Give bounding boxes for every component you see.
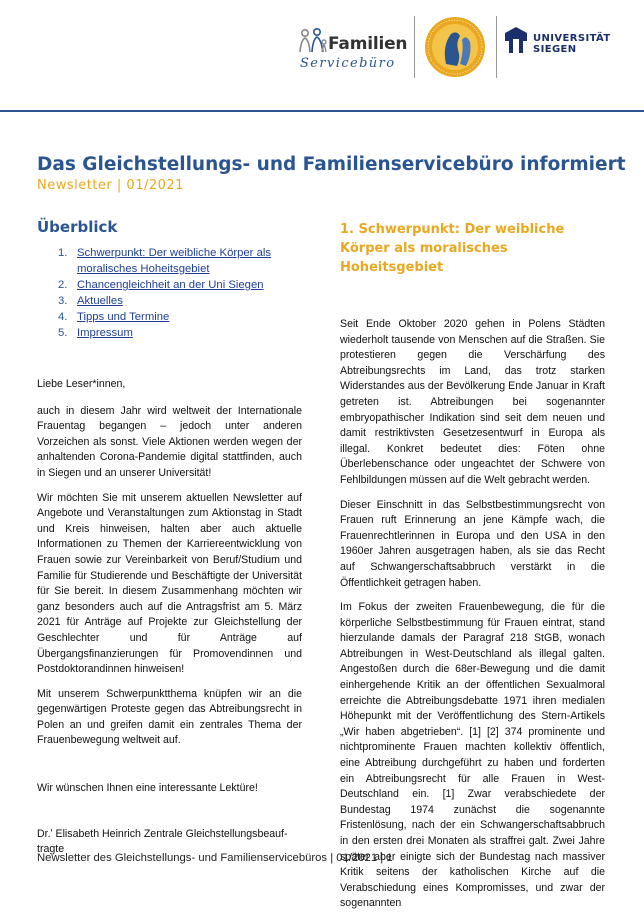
toc-item: 3. Aktuelles (58, 295, 123, 307)
toc-link-tipps-termine[interactable]: Tipps und Termine (77, 311, 170, 323)
focus-paragraph: Seit Ende Oktober 2020 gehen in Polens Städten wiederholt tausende von Menschen auf die Straßen. Sie protestieren gegen die Verschärfung des Abtreibungsrechts im Land, das trotz starken Widerstandes aus der Bevölkerung Ende Januar in Kraft getreten ist. Abtreibungen bei sogenannter embryopathischer Indikation sind seit dem neuen und damit restriktivsten Gesetzesentwurf in Europa als illegal. Konkret bedeutet dies: Föten ohne Überlebenschance oder ungeachtet der Schwere von Fehlbildungen müssen auf die Welt gebracht werden. (340, 318, 605, 486)
logo-word-servicebuero: Servicebüro (300, 56, 396, 71)
letter-greeting: Liebe Leser*innen, (37, 378, 126, 390)
gleichstellungsbuero-seal-icon (424, 16, 486, 78)
toc-link-aktuelles[interactable]: Aktuelles (77, 295, 123, 307)
familien-servicebuero-logo (298, 26, 410, 76)
logo-divider (496, 16, 497, 78)
logo-word-familien: Familien (328, 34, 408, 54)
letter-paragraph: Wir möchten Sie mit unserem aktuellen Newsletter auf Angebote und Veranstaltungen zum Aktionstag in Stadt und Kreis hinweisen, halten aber auch aktuelle Informationen zu Themen der Karriereentwicklung von Frauen sowie zur Vereinbarkeit von Beruf/Studium und Familie für Studierende und Beschäftigte der Universität für Sie bereit. In diesem Zusammenhang möchten wir ganz besonders auch auf die Antragsfrist am 5. März 2021 für Anträge auf Projekte zur Gleichstellung der Geschlechter und für Anträge auf Übergangsfinanzierungen für Promovendinnen und Postdoktorandinnen hinweisen! (37, 491, 302, 676)
page-header (0, 0, 644, 112)
overview-heading: Überblick (37, 218, 118, 236)
toc-link-chancengleichheit[interactable]: Chancengleichheit an der Uni Siegen (77, 279, 264, 291)
focus-heading: 1. Schwerpunkt: Der weibliche Körper als moralisches Hoheitsgebiet (340, 222, 565, 275)
page-title: Das Gleichstellungs- und Familienservicebüro informiert (37, 154, 626, 175)
focus-paragraph: Im Fokus der zweiten Frauenbewegung, die für die körperliche Selbstbestimmung für Frauen eintrat, stand hierzulande damals der Paragraf 218 StGB, wonach Abtreibungen in West-Deutschland als illegal galten. Angestoßen durch die 68er-Bewegung und die damit einhergehende Kritik an der öffentlichen Sexualmoral erreichte die Abtreibungsdebatte 1971 ihren medialen Höhepunkt mit der Veröffentlichung des Stern-Artikels „Wir haben abgetrieben“. [1] [2] 374 prominente und nichtprominente Frauen machten kollektiv öffentlich, eine Abtreibung durchgeführt zu haben und forderten ein Abtreibungsrecht für alle Frauen in West-Deutschland ein. [1] Zwar verabschiedete der Bundestag 1974 zunächst die sogenannte Fristenlösung, nach der ein Schwangerschaftsabbruch in den ersten drei Monaten als straffrei galt. Zwei Jahre später aber einigte sich der Bundestag nach massiver Kritik seitens der katholischen Kirche auf die Verabschiedung eines Kompromisses, und zwar der sogenannten (340, 601, 605, 910)
page-footer: Newsletter des Gleichstellungs- und Familienservicebüros | 01/2021 | 1 (37, 852, 393, 864)
newsletter-issue: Newsletter | 01/2021 (37, 178, 184, 193)
toc-item: 1. Schwerpunkt: Der weibliche Körper als moralisches Hoheitsgebiet (58, 245, 302, 277)
universitaet-siegen-logo (503, 27, 613, 63)
left-column (37, 218, 302, 858)
family-figures-icon (298, 28, 328, 54)
university-emblem-icon (503, 27, 529, 57)
toc-item: 2. Chancengleichheit an der Uni Siegen (58, 279, 264, 291)
table-of-contents (58, 245, 302, 341)
toc-item: 5. Impressum (58, 327, 133, 339)
header-rule (0, 110, 644, 112)
letter-signature: Dr.ʹ Elisabeth Heinrich Zentrale Gleichstellungsbeauf-tragte (37, 827, 288, 856)
toc-link-impressum[interactable]: Impressum (77, 327, 133, 339)
university-name: UNIVERSITÄT SIEGEN (533, 33, 611, 55)
letter-paragraph: Mit unserem Schwerpunktthema knüpfen wir an die gegenwärtigen Proteste gegen das Abtreibungsrecht in Polen an und greifen damit ein zentrales Thema der Frauenbewegung weltweit auf. (37, 687, 302, 747)
toc-item: 4. Tipps und Termine (58, 311, 170, 323)
logo-divider (414, 16, 415, 78)
letter-paragraph: auch in diesem Jahr wird weltweit der Internationale Frauentag begangen – jedoch unter anderen Vorzeichen als sonst. Viele Aktionen werden wegen der anhaltenden Corona-Pandemie digital stattfinden, auch in Siegen und an unserer Universität! (37, 404, 302, 479)
right-column (340, 220, 605, 912)
letter-closing: Wir wünschen Ihnen eine interessante Lektüre! (37, 782, 258, 795)
focus-paragraph: Dieser Einschnitt in das Selbstbestimmungsrecht von Frauen ruft Erinnerung an jene Kämpfe wach, die Frauenrechtlerinnen in Europa und den USA in den 1960er Jahren ausgetragen haben, als sie das Recht auf Schwangerschaftsabbruch verstärkt in die Öffentlichkeit getragen haben. (340, 498, 605, 589)
toc-link-schwerpunkt[interactable]: Schwerpunkt: Der weibliche Körper als moralisches Hoheitsgebiet (77, 247, 272, 275)
